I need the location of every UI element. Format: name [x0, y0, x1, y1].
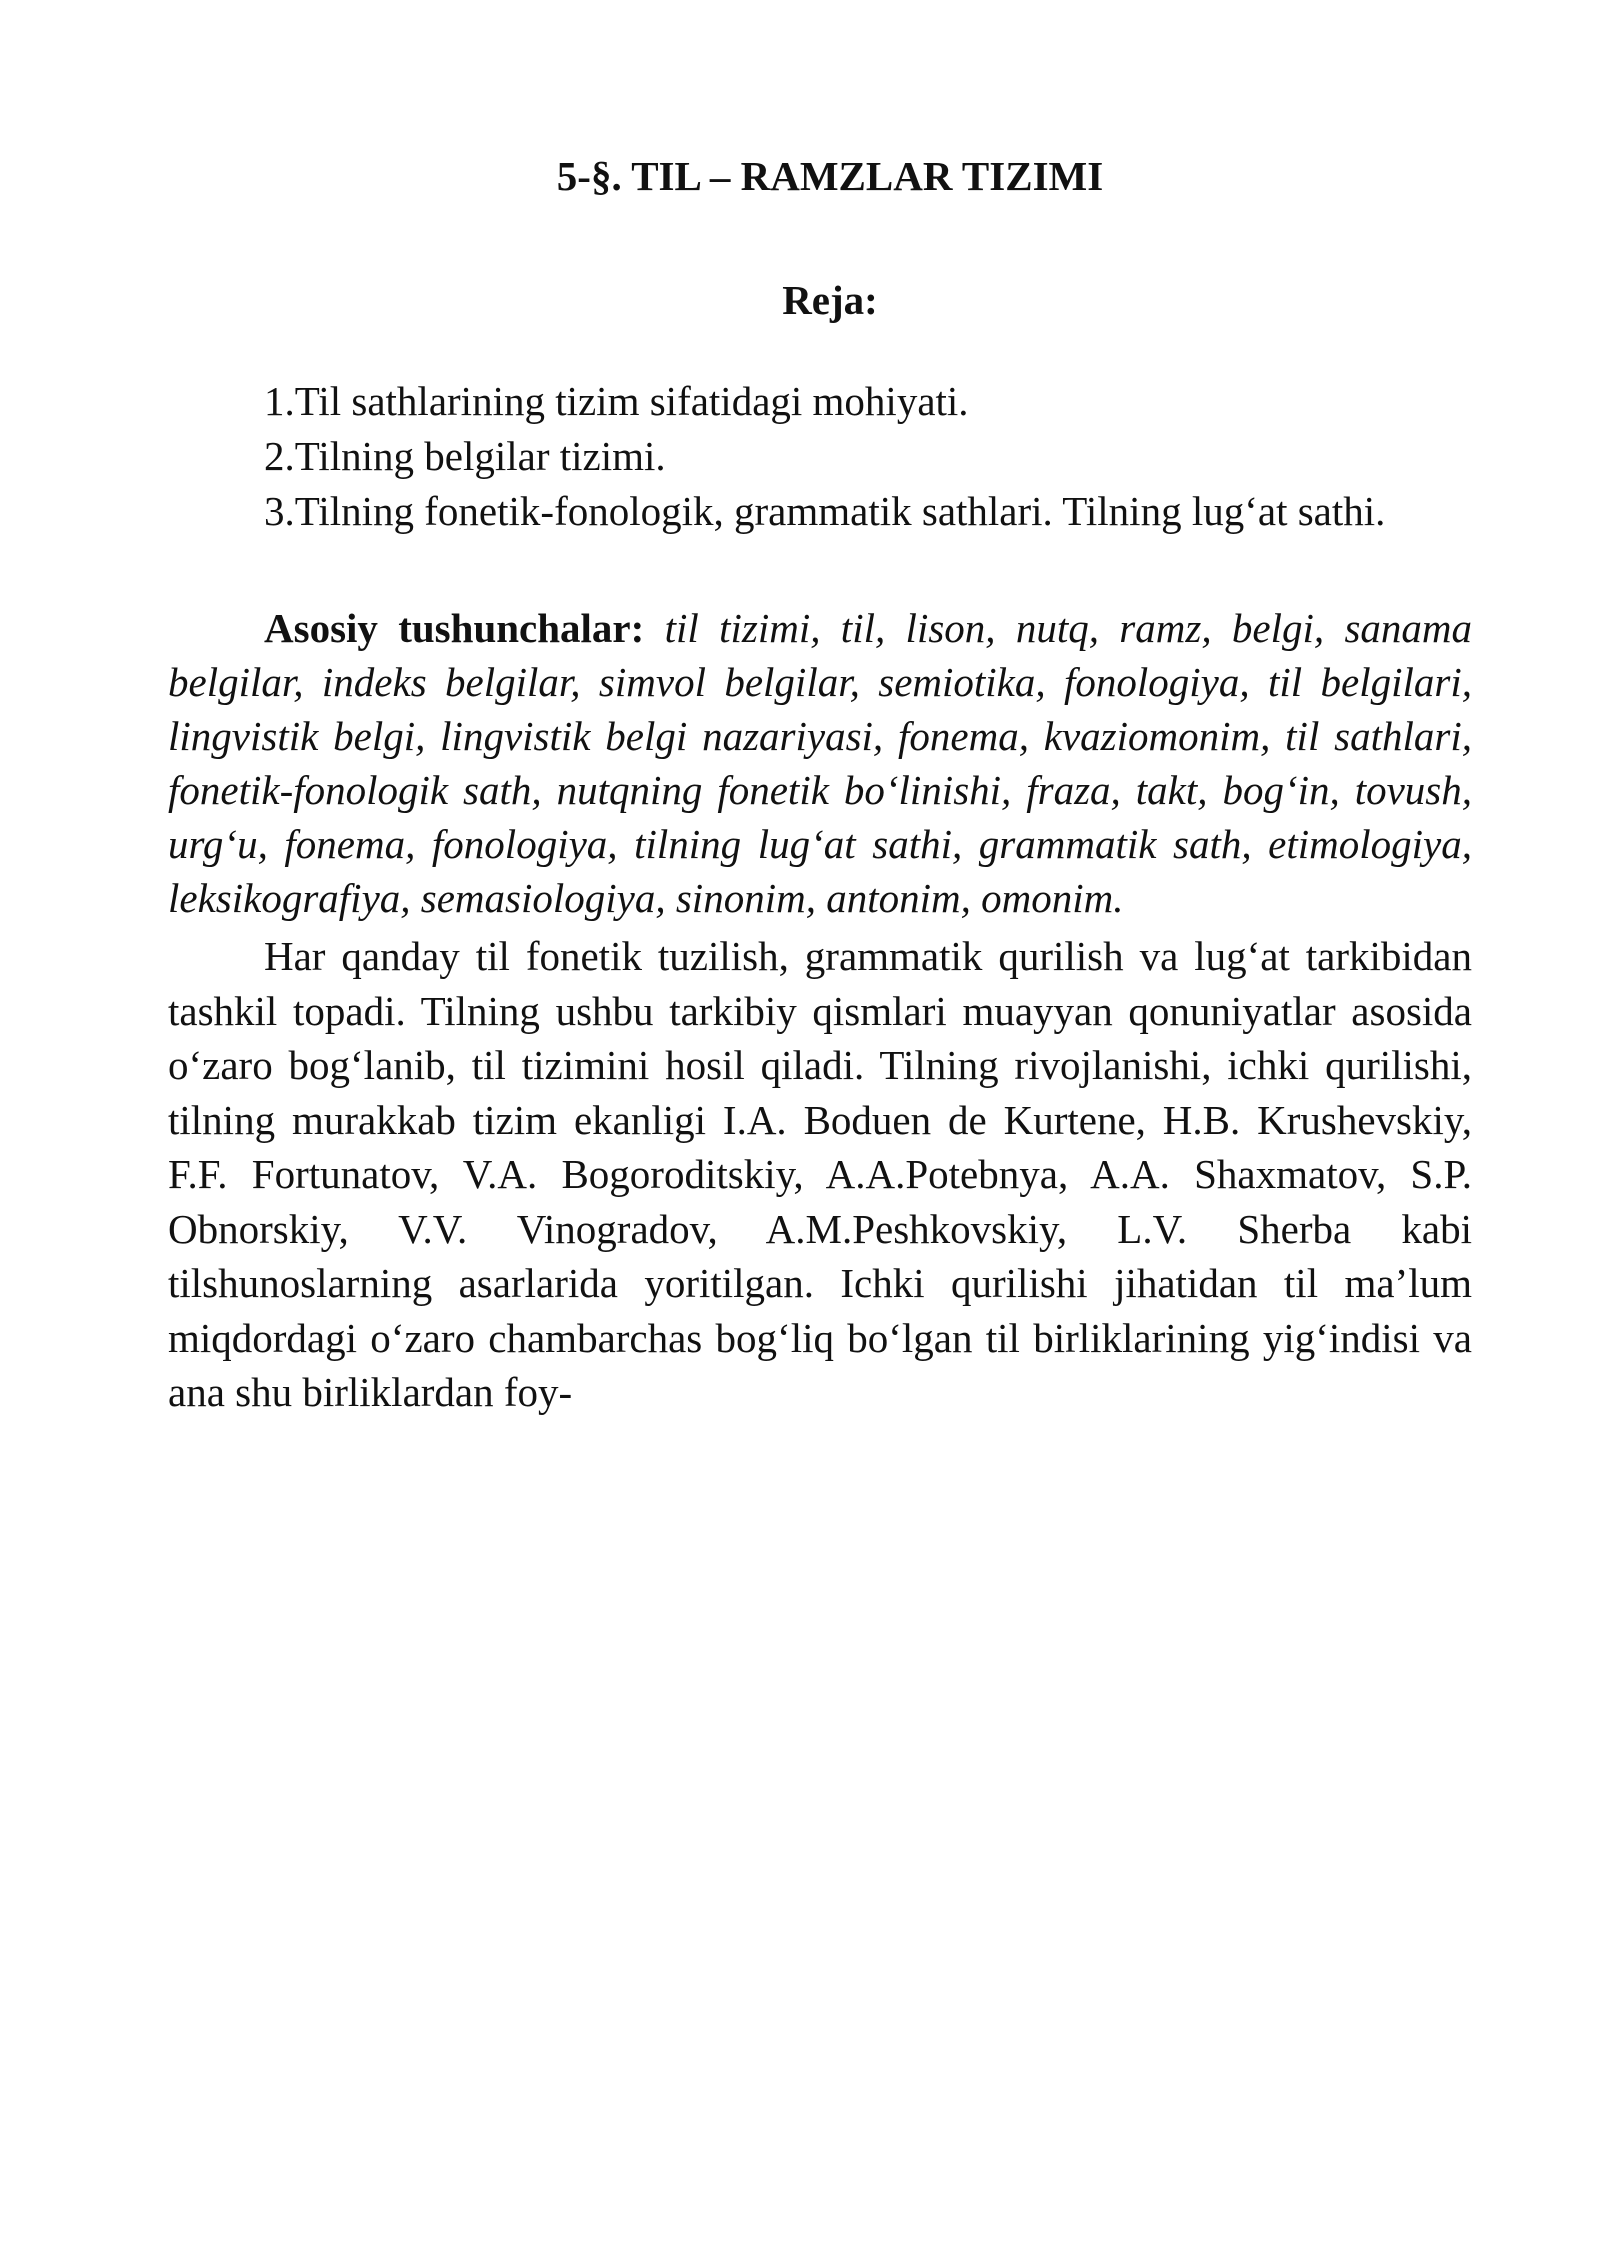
plan-item: 1.Til sathlarining tizim sifatidagi mohiyati.: [264, 378, 969, 424]
body-paragraph: Har qanday til fonetik tuzilish, grammatik qurilish va lug‘at tarkibidan tashkil topadi. Tilning ushbu tarkibiy qismlari muayyan qonuniyatlar asosida o‘zaro bog‘lanib, til tizimini hosil qiladi. Tilning rivojlanishi, ichki qurilishi, tilning murakkab tizim ekanligi I.A. Boduen de Kurtene, H.B. Krushevskiy, F.F. Fortunatov, V.A. Bogoroditskiy, A.A.Potebnya, A.A. Shaxmatov, S.P. Obnorskiy, V.V. Vinogradov, A.M.Peshkovskiy, L.V. Sherba kabi tilshunoslarning asarlarida yoritilgan. Ichki qurilishi jihatidan til ma’lum miqdordagi o‘zaro chambarchas bog‘liq bo‘lgan til birliklarining yig‘indisi va ana shu birliklardan foy-: [168, 933, 1472, 1415]
key-concepts-label: Asosiy tushunchalar:: [264, 605, 645, 651]
key-concepts-paragraph: [168, 601, 1472, 925]
plan-heading: Reja:: [782, 277, 878, 323]
section-title: 5-§. TIL – RAMZLAR TIZIMI: [556, 153, 1104, 199]
document-page: [168, 150, 1472, 1420]
key-concepts-list: til tizimi, til, lison, nutq, ramz, belgi, sanama belgilar, indeks belgilar, simvol belgilar, semiotika, fonologiya, til belgilari, lingvistik belgi, lingvistik belgi nazariyasi, fonema, kvaziomonim, til sathlari, fonetik-fonologik sath, nutqning fonetik bo‘linishi, fraza, takt, bog‘in, tovush, urg‘u, fonema, fonologiya, tilning lug‘at sathi, grammatik sath, etimologiya, leksikografiya, semasiologiya, sinonim, antonim, omonim.: [168, 605, 1473, 921]
plan-item: 2.Tilning belgilar tizimi.: [264, 433, 666, 479]
plan-item: 3.Tilning fonetik-fonologik, grammatik sathlari. Tilning lug‘at sathi.: [264, 488, 1386, 534]
plan-list: [168, 374, 1472, 539]
